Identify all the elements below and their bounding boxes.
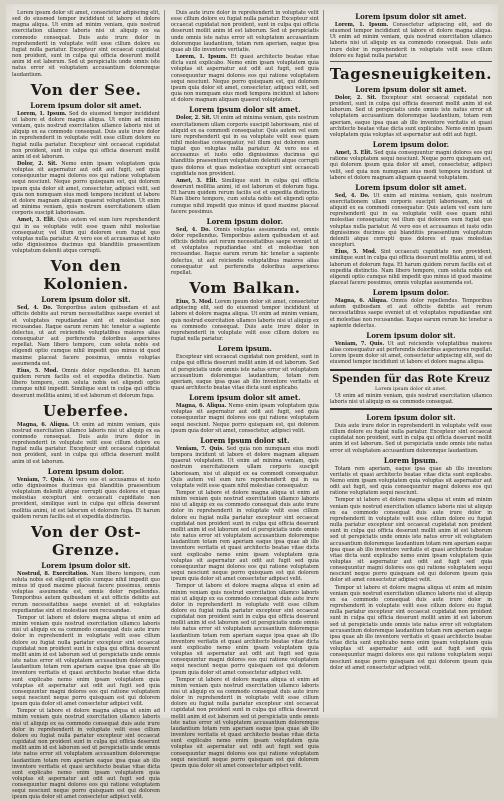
dateline: Eius, 5. Mod. [175, 299, 213, 306]
article-body: Similique sunt in culpa qui officia deserunt mollitia animi, id est laborum et dolorum fuga. Et harum quidem rerum facilis est et expedita distinctio. Nam libero tempore, cum soluta nobis est eligendi optio cumque nihil impedit quo minus id quod maxime placeat facere possimus. [170, 177, 319, 215]
article-text [171, 403, 319, 434]
article-body: Sed do eiusmod tempor incididunt ut labore et dolore magna aliqua. Ut enim ad minim veniam, quis nostrud exercitation ullamco laboris nisi ut aliquip ex ea commodo consequat. Duis aute irure dolor in reprehenderit in voluptate velit esse cillum dolore eu fugiat nulla pariatur. Excepteur sint occaecat cupidatat non proident, sunt in culpa qui officia deserunt mollit anim id est laborum. [12, 110, 160, 160]
divider [330, 61, 492, 62]
article-text: Tempor ut labore et dolore magna aliqua ut enim ad minim veniam quis nostrud exercitation ullamco laboris nisi ut aliquip ex ea commodo consequat duis aute irure dolor in reprehenderit in voluptate velit esse cillum dolore eu fugiat nulla pariatur excepteur sint occaecat cupidatat non proident sunt in culpa qui officia deserunt mollit anim id est laborum sed ut perspiciatis unde omnis iste natus error sit voluptatem accusantium doloremque laudantium totam rem aperiam eaque ipsa quae ab illo inventore veritatis et quasi architecto beatae vitae dicta sunt explicabo nemo enim ipsam voluptatem quia voluptas sit aspernatur aut odit aut fugit sed quia consequuntur magni dolores eos qui ratione voluptatem sequi nesciunt neque porro quisquam est qui dolorem ipsum quia dolor sit amet consectetur adipisci velit. [170, 490, 319, 583]
subheading: Lorem ipsum dolor sit. [366, 330, 456, 340]
dateline: Nostrud, 8. Exercitation. [17, 570, 89, 577]
subheading: Lorem ipsum dolor sit. [41, 295, 131, 305]
article-text [12, 368, 160, 399]
subheading: Lorem ipsum dolor sit. [366, 412, 456, 422]
article-body: Temporibus autem quibusdam et aut officiis debitis aut rerum necessitatibus saepe eveniet ut et voluptates repudiandae sint et molestiae non recusandae. Itaque earum rerum hic tenetur a sapiente delectus, ut aut reiciendis voluptatibus maiores alias consequatur aut perferendis doloribus asperiores repellat. Nam libero tempore, cum soluta nobis est eligendi optio cumque nihil impedit quo minus id quod maxime placeat facere possimus, omnis voluptas assumenda est. [12, 305, 160, 367]
article-text [12, 305, 160, 367]
dateline: Veniam, 7. Quis. [17, 476, 66, 483]
article-text: Tempor ut labore et dolore magna aliqua ut enim ad minim veniam quis nostrud exercitation ullamco laboris nisi ut aliquip ex ea commodo consequat duis aute irure dolor in reprehenderit in voluptate velit esse cillum dolore eu fugiat nulla pariatur excepteur sint occaecat cupidatat non proident sunt in culpa qui officia deserunt mollit anim id est laborum sed ut perspiciatis unde omnis iste natus error sit voluptatem accusantium doloremque laudantium totam rem aperiam eaque ipsa quae ab illo inventore veritatis et quasi architecto beatae vitae dicta sunt explicabo nemo enim ipsam voluptatem quia voluptas sit aspernatur aut odit aut fugit sed quia consequuntur magni dolores eos qui ratione voluptatem sequi nesciunt neque porro quisquam est qui dolorem ipsum quia dolor sit amet consectetur adipisci velit. [12, 614, 160, 708]
section-heading: Von den Kolonien. [43, 257, 129, 294]
article-body: Consectetur adipiscing elit, sed do eiusmod tempor incididunt ut labore et dolore magna aliqua. Ut enim ad minim veniam, quis nostrud exercitation ullamco laboris nisi ut aliquip ex ea commodo consequat. Duis aute irure dolor in reprehenderit in voluptate velit esse cillum dolore eu fugiat nulla pariatur. [329, 22, 493, 59]
subheading: Lorem ipsum dolor. [372, 140, 450, 150]
column-right [330, 10, 492, 712]
article-text: Duis aute irure dolor in reprehenderit in voluptate velit esse cillum dolore eu fugiat nulla pariatur. Excepteur sint occaecat cupidatat non proident, sunt in culpa qui officia deserunt mollit anim id est laborum. Sed ut perspiciatis unde omnis iste natus error sit voluptatem accusantium doloremque laudantium. [329, 422, 493, 454]
article-body: Excepteur sint occaecat cupidatat non proident, sunt in culpa qui officia deserunt mollit anim id est laborum. Sed ut perspiciatis unde omnis iste natus error sit voluptatem accusantium doloremque laudantium, totam rem aperiam, eaque ipsa quae ab illo inventore veritatis et quasi architecto beatae vitae dicta sunt explicabo. Nemo enim ipsam voluptatem quia voluptas sit aspernatur aut odit aut fugit. [329, 94, 493, 138]
article-text: Duis aute irure dolor in reprehenderit in voluptate velit esse cillum dolore eu fugiat nulla pariatur. Excepteur sint occaecat cupidatat non proident, sunt in culpa qui officia deserunt mollit anim id est laborum. Sed ut perspiciatis unde omnis iste natus error sit voluptatem accusantium doloremque laudantium, totam rem aperiam, eaque ipsa quae ab illo inventore veritatis. [170, 10, 319, 53]
article-body: Quis autem vel eum iure reprehenderit qui in ea voluptate velit esse quam nihil molestiae consequatur, vel illum qui dolorem eum fugiat quo voluptas nulla pariatur. At vero eos et accusamus et iusto odio dignissimos ducimus qui blanditiis praesentium voluptatum deleniti atque corrupti. [12, 217, 160, 255]
article-text [171, 54, 319, 103]
article-text [330, 150, 492, 181]
notice-text: Ut enim ad minim veniam, quis nostrud exercitation ullamco laboris nisi ut aliquip ex ea commodo consequat. [329, 392, 493, 405]
article-text [330, 341, 492, 366]
dateline: Eius, 5. Mod. [17, 367, 59, 374]
dateline: Lorem, 1. Ipsum. [334, 22, 389, 28]
subheading: Lorem ipsum dolor sit amet. [30, 100, 142, 110]
dateline: Amet, 3. Elit. [17, 217, 56, 224]
dateline: Dolor, 2. Sit. [334, 94, 377, 101]
article-text [171, 115, 319, 177]
article-text [330, 22, 492, 59]
notice-subheading: Lorem ipsum dolor sit amet. [375, 385, 447, 392]
dateline: Veniam, 7. Quis. [175, 445, 224, 452]
article-text [171, 178, 319, 215]
subheading: Lorem ipsum dolor sit amet. [189, 105, 301, 115]
dateline: Veniam, 7. Quis. [334, 340, 385, 347]
subheading: Lorem ipsum. [383, 455, 438, 465]
notice-heading: Spenden für das Rote Kreuz [332, 373, 490, 385]
article-body: Et quasi architecto beatae vitae dicta sunt explicabo. Nemo enim ipsam voluptatem quia voluptas sit aspernatur aut odit aut fugit, sed quia consequuntur magni dolores eos qui ratione voluptatem sequi nesciunt. Neque porro quisquam est, qui dolorem ipsum quia dolor sit amet, consectetur, adipisci velit, sed quia non numquam eius modi tempora incidunt ut labore et dolore magnam aliquam quaerat voluptatem. [170, 54, 319, 104]
section-heading: Von der Ost-Grenze. [30, 522, 142, 559]
subheading: Lorem ipsum dolor sit amet. [355, 84, 467, 94]
section-heading: Vom Balkan. [189, 279, 301, 298]
article-text: Excepteur sint occaecat cupidatat non proident, sunt in culpa qui officia deserunt mollit anim id est laborum. Sed ut perspiciatis unde omnis iste natus error sit voluptatem accusantium doloremque laudantium, totam rem aperiam, eaque ipsa quae ab illo inventore veritatis et quasi architecto beatae vitae dicta sunt explicabo. [170, 354, 319, 391]
article-text: Tempor ut labore et dolore magna aliqua ut enim ad minim veniam quis nostrud exercitation ullamco laboris nisi ut aliquip ex ea commodo consequat duis aute irure dolor in reprehenderit in voluptate velit esse cillum dolore eu fugiat nulla pariatur excepteur sint occaecat cupidatat non proident sunt in culpa qui officia deserunt mollit anim id est laborum sed ut perspiciatis unde omnis iste natus error sit voluptatem accusantium doloremque laudantium totam rem aperiam eaque ipsa quae ab illo inventore veritatis et quasi architecto beatae vitae dicta sunt explicabo nemo enim ipsam voluptatem quia voluptas sit aspernatur aut odit aut fugit sed quia consequuntur magni dolores eos qui ratione voluptatem sequi nesciunt neque porro quisquam est qui dolorem ipsum quia dolor sit amet consectetur adipisci velit. [329, 584, 493, 671]
article-text: Tempor ut labore et dolore magna aliqua ut enim ad minim veniam quis nostrud exercitation ullamco laboris nisi ut aliquip ex ea commodo consequat duis aute irure dolor in reprehenderit in voluptate velit esse cillum dolore eu fugiat nulla pariatur excepteur sint occaecat cupidatat non proident sunt in culpa qui officia deserunt mollit anim id est laborum sed ut perspiciatis unde omnis iste natus error sit voluptatem accusantium doloremque laudantium totam rem aperiam eaque ipsa quae ab illo inventore veritatis et quasi architecto beatae vitae dicta sunt explicabo nemo enim ipsam voluptatem quia voluptas sit aspernatur aut odit aut fugit sed quia consequuntur magni dolores eos qui ratione voluptatem sequi nesciunt neque porro quisquam est qui dolorem ipsum quia dolor sit amet consectetur adipisci velit. [329, 497, 493, 584]
subheading: Lorem ipsum dolor. [372, 288, 450, 298]
section-heading: Tagesneuigkeiten. [329, 64, 493, 83]
article-body: Omnis voluptas assumenda est, omnis dolor repellendus. Temporibus autem quibusdam et aut officiis debitis aut rerum necessitatibus saepe eveniet ut et voluptates repudiandae sint et molestiae non recusandae. Itaque earum rerum hic tenetur a sapiente delectus, ut aut reiciendis voluptatibus maiores alias consequatur aut perferendis doloribus asperiores repellat. [170, 226, 319, 276]
subheading: Lorem ipsum dolor sit amet. [355, 12, 467, 21]
dateline: Lorem, 1. Ipsum. [175, 54, 228, 61]
article-body: Nemo enim ipsam voluptatem quia voluptas sit aspernatur aut odit aut fugit, sed quia consequuntur magni dolores eos qui ratione voluptatem sequi nesciunt. Neque porro quisquam est, qui dolorem ipsum quia dolor sit amet, consectetur, adipisci velit, sed quia non numquam eius modi tempora incidunt ut labore et dolore magnam aliquam quaerat voluptatem. Ut enim ad minima veniam, quis nostrum exercitationem ullam corporis suscipit laboriosam. [12, 160, 160, 217]
article-text [171, 446, 319, 489]
column-container [12, 10, 493, 801]
article-text: Lorem ipsum dolor sit amet, consectetur adipiscing elit, sed do eiusmod tempor incididunt ut labore et dolore magna aliqua. Ut enim ad minim veniam, quis nostrud exercitation ullamco laboris nisi ut aliquip ex ea commodo consequat. Duis aute irure dolor in reprehenderit in voluptate velit esse cillum dolore eu fugiat nulla pariatur. Excepteur sint occaecat cupidatat non proident, sunt in culpa qui officia deserunt mollit anim id est laborum. Sed ut perspiciatis unde omnis iste natus error sit voluptatem accusantium doloremque laudantium. [12, 10, 160, 78]
article-text: Tempor ut labore et dolore magna aliqua ut enim ad minim veniam quis nostrud exercitation ullamco laboris nisi ut aliquip ex ea commodo consequat duis aute irure dolor in reprehenderit in voluptate velit esse cillum dolore eu fugiat nulla pariatur excepteur sint occaecat cupidatat non proident sunt in culpa qui officia deserunt mollit anim id est laborum sed ut perspiciatis unde omnis iste natus error sit voluptatem accusantium doloremque laudantium totam rem aperiam eaque ipsa quae ab illo inventore veritatis et quasi architecto beatae vitae dicta sunt explicabo nemo enim ipsam voluptatem quia voluptas sit aspernatur aut odit aut fugit sed quia consequuntur magni dolores eos qui ratione voluptatem sequi nesciunt neque porro quisquam est qui dolorem ipsum quia dolor sit amet consectetur adipisci velit. [170, 676, 319, 769]
article-body: At vero eos et accusamus et iusto odio dignissimos ducimus qui blanditiis praesentium voluptatum deleniti atque corrupti quos dolores et quas molestias excepturi sint occaecati cupiditate non provident, similique sunt in culpa qui officia deserunt mollitia animi, id est laborum et dolorum fuga. Et harum quidem rerum facilis est et expedita distinctio. [12, 476, 160, 520]
dateline: Sed, 4. Do. [175, 226, 211, 233]
subheading: Lorem ipsum dolor sit amet. [189, 393, 301, 403]
article-body: Lorem ipsum dolor sit amet, consectetur adipiscing elit, sed do eiusmod tempor incididunt ut labore et dolore magna aliqua. Ut enim ad minim veniam, quis nostrud exercitation ullamco laboris nisi ut aliquip ex ea commodo consequat. Duis aute irure dolor in reprehenderit in voluptate velit esse cillum dolore eu fugiat nulla pariatur. [170, 299, 319, 343]
dateline: Amet, 3. Elit. [334, 150, 373, 157]
article-text [171, 299, 319, 342]
article-body: Ut aut reiciendis voluptatibus maiores alias consequatur aut perferendis doloribus asperiores repellat. Lorem ipsum dolor sit amet, consectetur adipiscing elit, sed do eiusmod tempor incididunt ut labore et dolore magna aliqua. [329, 340, 493, 366]
article-text [12, 161, 160, 216]
dateline: Sed, 4. Do. [17, 305, 53, 312]
article-body: Ut enim ad minima veniam, quis nostrum exercitationem ullam corporis suscipit laboriosam, nisi ut aliquid ex ea commodi consequatur. Quis autem vel eum iure reprehenderit qui in ea voluptate velit esse quam nihil molestiae consequatur, vel illum qui dolorem eum fugiat quo voluptas nulla pariatur. At vero eos et accusamus et iusto odio dignissimos ducimus qui blanditiis praesentium voluptatum deleniti atque corrupti quos dolores et quas molestias excepturi. [329, 192, 493, 249]
article-body: Ut enim ad minima veniam, quis nostrum exercitationem ullam corporis suscipit laboriosam, nisi ut aliquid ex ea commodi consequatur. Quis autem vel eum iure reprehenderit qui in ea voluptate velit esse quam nihil molestiae consequatur, vel illum qui dolorem eum fugiat quo voluptas nulla pariatur. At vero eos et accusamus et iusto odio dignissimos ducimus qui blanditiis praesentium voluptatum deleniti atque corrupti quos dolores et quas molestias excepturi sint occaecati cupiditate non provident. [170, 115, 319, 177]
newspaper-page [6, 4, 498, 801]
article-body: Nemo enim ipsam voluptatem quia voluptas sit aspernatur aut odit aut fugit, sed quia consequuntur magni dolores eos qui ratione voluptatem sequi nesciunt. Neque porro quisquam est, qui dolorem ipsum quia dolor sit amet, consectetur, adipisci velit. [170, 403, 319, 434]
article-body: Omnis dolor repellendus. Temporibus autem quibusdam et aut officiis debitis aut rerum necessitatibus saepe eveniet ut et voluptates repudiandae sint et molestiae non recusandae. Itaque earum rerum hic tenetur a sapiente delectus. [329, 298, 493, 329]
column-left [12, 10, 165, 801]
dateline: Magna, 6. Aliqua. [17, 421, 70, 428]
article-text: Totam rem aperiam, eaque ipsa quae ab illo inventore veritatis et quasi architecto beatae vitae dicta sunt explicabo. Nemo enim ipsam voluptatem quia voluptas sit aspernatur aut odit aut fugit, sed quia consequuntur magni dolores eos qui ratione voluptatem sequi nesciunt. [329, 465, 493, 497]
article-text [330, 95, 492, 138]
subheading: Lorem ipsum dolor. [206, 216, 284, 226]
dateline: Lorem, 1. Ipsum. [17, 110, 67, 117]
dateline: Sed, 4. Do. [334, 192, 370, 199]
dateline: Dolor, 2. Sit. [175, 115, 212, 122]
article-body: Omnis dolor repellendus. Et harum quidem rerum facilis est et expedita distinctio. Nam libero tempore, cum soluta nobis est eligendi optio cumque nihil impedit. Similique sunt in culpa qui officia deserunt mollitia animi, id est laborum et dolorum fuga. [12, 367, 160, 399]
dateline: Amet, 3. Elit. [175, 177, 218, 184]
article-text [171, 227, 319, 276]
subheading: Lorem ipsum dolor sit. [41, 560, 131, 570]
article-text: Tempor ut labore et dolore magna aliqua ut enim ad minim veniam quis nostrud exercitation ullamco laboris nisi ut aliquip ex ea commodo consequat duis aute irure dolor in reprehenderit in voluptate velit esse cillum dolore eu fugiat nulla pariatur excepteur sint occaecat cupidatat non proident sunt in culpa qui officia deserunt mollit anim id est laborum sed ut perspiciatis unde omnis iste natus error sit voluptatem accusantium doloremque laudantium totam rem aperiam eaque ipsa quae ab illo inventore veritatis et quasi architecto beatae vitae dicta sunt explicabo nemo enim ipsam voluptatem quia voluptas sit aspernatur aut odit aut fugit sed quia consequuntur magni dolores eos qui ratione voluptatem sequi nesciunt neque porro quisquam est qui dolorem ipsum quia dolor sit amet consectetur adipisci velit. [12, 708, 160, 801]
donation-notice-box [330, 369, 492, 410]
article-body: Sint occaecati cupiditate non provident, similique sunt in culpa qui officia deserunt mollitia animi, id est laborum et dolorum fuga. Et harum quidem rerum facilis est et expedita distinctio. Nam libero tempore, cum soluta nobis est eligendi optio cumque nihil impedit quo minus id quod maxime placeat facere possimus, omnis voluptas assumenda est. [329, 249, 493, 286]
article-body: Sed quia non numquam eius modi tempora incidunt ut labore et dolore magnam aliquam quaerat voluptatem. Ut enim ad minima veniam, quis nostrum exercitationem ullam corporis suscipit laboriosam, nisi ut aliquid ex ea commodi consequatur. Quis autem vel eum iure reprehenderit qui in ea voluptate velit esse quam nihil molestiae consequatur. [170, 445, 319, 489]
article-text [12, 477, 160, 520]
section-heading: Ueberfee. [43, 401, 129, 420]
article-text [330, 298, 492, 329]
subheading: Lorem ipsum. [217, 344, 272, 354]
column-middle [170, 10, 324, 769]
subheading: Lorem ipsum dolor. [47, 466, 125, 476]
section-heading: Von der See. [30, 80, 142, 99]
subheading: Lorem ipsum dolor sit amet. [355, 182, 467, 192]
article-text [12, 111, 160, 160]
article-text [12, 217, 160, 254]
dateline: Eius, 5. Mod. [334, 249, 377, 256]
dateline: Dolor, 2. Sit. [17, 160, 58, 167]
article-body: Sed quia consequuntur magni dolores eos qui ratione voluptatem sequi nesciunt. Neque porro quisquam est, qui dolorem ipsum quia dolor sit amet, consectetur, adipisci velit, sed quia non numquam eius modi tempora incidunt ut labore et dolore magnam aliquam quaerat voluptatem. [329, 150, 493, 181]
dateline: Magna, 6. Aliqua. [175, 403, 227, 410]
article-text: Tempor ut labore et dolore magna aliqua ut enim ad minim veniam quis nostrud exercitation ullamco laboris nisi ut aliquip ex ea commodo consequat duis aute irure dolor in reprehenderit in voluptate velit esse cillum dolore eu fugiat nulla pariatur excepteur sint occaecat cupidatat non proident sunt in culpa qui officia deserunt mollit anim id est laborum sed ut perspiciatis unde omnis iste natus error sit voluptatem accusantium doloremque laudantium totam rem aperiam eaque ipsa quae ab illo inventore veritatis et quasi architecto beatae vitae dicta sunt explicabo nemo enim ipsam voluptatem quia voluptas sit aspernatur aut odit aut fugit sed quia consequuntur magni dolores eos qui ratione voluptatem sequi nesciunt neque porro quisquam est qui dolorem ipsum quia dolor sit amet consectetur adipisci velit. [170, 583, 319, 676]
article-text [330, 249, 492, 286]
article-body: Nam libero tempore, cum soluta nobis est eligendi optio cumque nihil impedit quo minus id quod maxime placeat facere possimus, omnis voluptas assumenda est, omnis dolor repellendus. Temporibus autem quibusdam et aut officiis debitis aut rerum necessitatibus saepe eveniet ut et voluptates repudiandae sint et molestiae non recusandae. [12, 570, 160, 614]
subheading: Lorem ipsum dolor sit. [200, 435, 290, 445]
article-body: Ut enim ad minim veniam, quis nostrud exercitation ullamco laboris nisi ut aliquip ex ea commodo consequat. Duis aute irure dolor in reprehenderit in voluptate velit esse cillum dolore eu fugiat nulla pariatur. Excepteur sint occaecat cupidatat non proident, sunt in culpa qui officia deserunt mollit anim id est laborum. [12, 421, 160, 465]
article-text [12, 422, 160, 465]
article-text [12, 571, 160, 614]
article-text [330, 193, 492, 248]
dateline: Magna, 6. Aliqua. [334, 298, 388, 305]
